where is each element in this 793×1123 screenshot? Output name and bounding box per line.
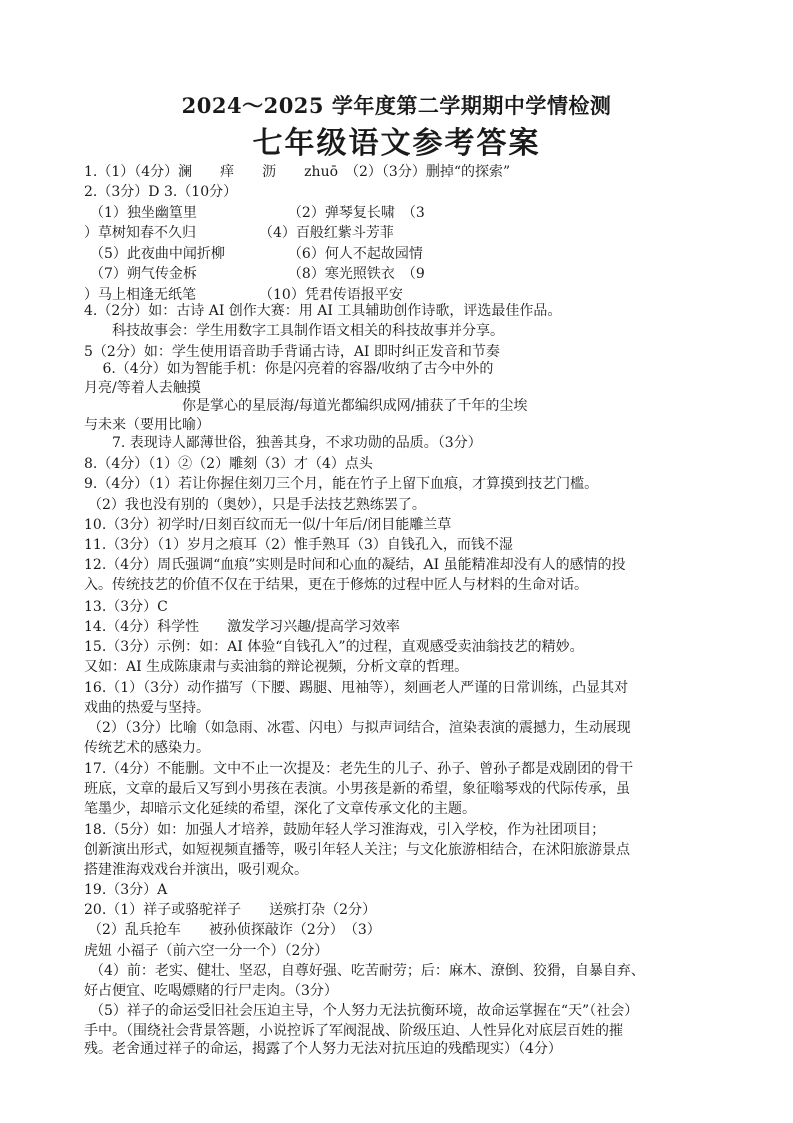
answer-line: 1.（1）（4分）澜 痒 沥 zhuō （2）（3分）删掉“的探索” [84, 164, 511, 180]
answer-line: （1）独坐幽篁里 （2）弹琴复长啸 （3 [90, 205, 425, 221]
answer-line: 创新演出形式，如短视频直播等，吸引年轻人关注；与文化旅游相结合，在沭阳旅游景点 [84, 842, 630, 858]
answer-line: 好占便宜、吃喝嫖赌的行尸走肉。（3分） [84, 983, 338, 999]
answer-line: 8.（4分）（1）②（2）雕刻（3）才（4）点头 [84, 456, 373, 472]
document-title: 七年级语文参考答案 [252, 126, 541, 161]
answer-line: （2）我也没有别的（奥妙），只是手法技艺熟练罢了。 [88, 497, 426, 513]
answer-line: 2.（3分）D 3.（10分） [84, 184, 238, 200]
answer-line: （7）朔气传金柝 （8）寒光照铁衣 （9 [90, 266, 425, 282]
answer-line: 11.（3分）（1）岁月之痕耳（2）惟手熟耳（3）自钱孔入，而钱不湿 [84, 537, 513, 553]
answer-line: 14.（4分）科学性 激发学习兴趣/提高学习效率 [84, 619, 400, 635]
answer-line: 17.（4分）不能删。文中不止一次提及：老先生的儿子、孙子、曾孙子都是戏剧团的骨干 [84, 761, 634, 777]
answer-line: 7. 表现诗人鄙薄世俗，独善其身，不求功勋的品质。（3分） [84, 435, 482, 451]
answer-line: （2）乱兵抢车 被孙侦探敲诈（2分） （3） [88, 922, 381, 938]
answer-line: 10.（3分）初学时/日刻百纹而无一似/十年后/闭目能雕兰草 [84, 517, 452, 533]
answer-line: 你是掌心的星辰海/每道光都编织成网/捕获了千年的尘埃 [84, 398, 528, 414]
answer-line: 16.（1）（3分）动作描写（下腰、踢腿、甩袖等），刻画老人严谨的日常训练，凸显其对 [84, 680, 629, 696]
answer-line: 残。老舍通过祥子的命运，揭露了个人努力无法对抗压迫的残酷现实）（4分） [84, 1041, 562, 1057]
answer-line: 9.（4分）（1）若让你握住刻刀三个月，能在竹子上留下血痕，才算摸到技艺门槛。 [84, 476, 599, 492]
answer-line: 科技故事会：学生用数字工具制作语文相关的科技故事并分享。 [84, 323, 504, 339]
answer-line: 15.（3分）示例：如：AI 体验“自钱孔入”的过程，直观感受卖油翁技艺的精妙。 [84, 639, 584, 655]
answer-line: 月亮/等着人去触摸 [84, 380, 201, 396]
answer-line: 4.（2分）如：古诗 AI 创作大赛：用 AI 工具辅助创作诗歌，评选最佳作品。 [84, 303, 562, 319]
exam-title: 2024～2025 学年度第二学期期中学情检测 [181, 93, 612, 118]
answer-line: 18.（5分）如：加强人才培养，鼓励年轻人学习淮海戏，引入学校，作为社团项目； [84, 822, 606, 838]
answer-line: 戏曲的热爱与坚持。 [84, 700, 210, 716]
answer-line: 5（2分）如：学生使用语音助手背诵古诗，AI 即时纠正发音和节奏 [84, 344, 500, 360]
answer-line: 13.（3分）C [84, 599, 168, 615]
answer-line: ）马上相逢无纸笔 （10）凭君传语报平安 [84, 287, 403, 303]
answer-line: （5）祥子的命运受旧社会压迫主导，个人努力无法抗衡环境，故命运掌握在“天”（社会） [90, 1003, 639, 1019]
answer-line: 手中。（围绕社会背景答题，小说控诉了军阀混战、阶级压迫、人性异化对底层百姓的摧 [84, 1023, 623, 1039]
answer-line: 虎妞 小福子（前六空一分一个）（2分） [84, 943, 329, 959]
answer-line: 笔墨少，却暗示文化延续的希望，深化了文章传承文化的主题。 [84, 801, 476, 817]
answer-line: 搭建淮海戏戏台并演出，吸引观众。 [84, 862, 308, 878]
answer-line: 入。传统技艺的价值不仅在于结果，更在于修炼的过程中匠人与材料的生命对话。 [84, 577, 588, 593]
answer-line: （5）此夜曲中闻折柳 （6）何人不起故园情 [90, 246, 423, 262]
answer-line: 19.（3分）A [84, 882, 168, 898]
answer-line: 又如：AI 生成陈康肃与卖油翁的辩论视频，分析文章的哲理。 [84, 659, 469, 675]
answer-line: （4）前：老实、健壮、坚忍，自尊好强、吃苦耐劳；后：麻木、潦倒、狡猾，自暴自弃、 [90, 963, 645, 979]
answer-line: 12.（4分）周氏强调“血痕”实则是时间和心血的凝结，AI 虽能精准却没有人的感情的投 [84, 557, 626, 573]
answer-line: 班底，文章的最后又写到小男孩在表演。小男孩是新的希望，象征嗡琴戏的代际传承，虽 [84, 781, 630, 797]
answer-line: 6.（4分）如为智能手机：你是闪亮着的容器/收纳了古今中外的 [84, 361, 494, 377]
answer-line: 20.（1）祥子或骆驼祥子 送殡打杂（2分） [84, 902, 377, 918]
answer-line: 与未来（要用比喻） [84, 417, 210, 433]
answer-line: （2）（3分）比喻（如急雨、冰雹、闪电）与拟声词结合，渲染表演的震撼力，生动展现 [88, 720, 631, 736]
answer-line: ）草树知春不久归 （4）百般红紫斗芳菲 [84, 225, 394, 241]
answer-line: 传统艺术的感染力。 [84, 740, 210, 756]
